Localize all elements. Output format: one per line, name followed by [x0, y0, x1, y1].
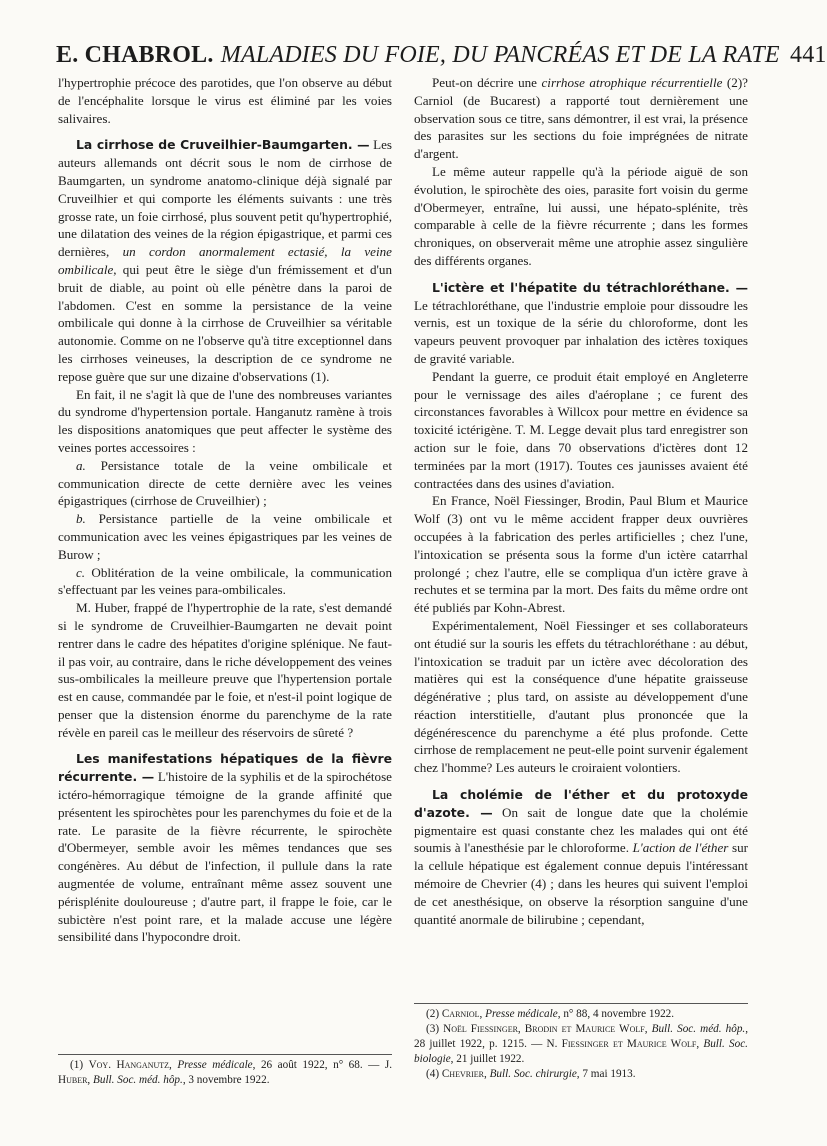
text-span: , 28 juillet 1922, p. 1215. — N. [414, 1023, 749, 1050]
right-column [414, 74, 748, 928]
left-column [58, 74, 392, 946]
journal-name: Bull. Soc. biologie [414, 1038, 748, 1065]
paragraph-parotides: l'hypertrophie précoce des parotides, que l'on observe au début de l'encéphalite lorsque le virus est éliminé par les voies salivaires. [58, 75, 392, 126]
list-marker: b. [76, 511, 86, 527]
page-number: 441 [790, 42, 827, 68]
text-span: , n° 88, 4 novembre 1922. [557, 1008, 675, 1020]
author-name: Carniol [441, 1008, 480, 1020]
author-name: Chevrier [441, 1068, 484, 1080]
header-author: E. CHABROL. [56, 42, 214, 68]
section-heading-cholemie: La cholémie de l'éther et du protoxyde d'azote. — [414, 787, 748, 820]
text-span: L'histoire de la syphilis et de la spirochétose ictéro-hémorragique témoigne de la grande affinité que présentent les spirochètes pour les parenchymes du foie et de la rate. Le parasite de la fièvre récurrente, le spirochète d'Obermeyer, semble avoir les mêmes tendances que ses congénères. Au début de l'infection, il pullule dans la rate augmentée de volume, entraînant même assez souvent une périsplénite douloureuse ; d'autre part, il frappe le foie, car le subictère n'est point rare, et la malade accuse une légère sensibilité dans l'hypocondre droit. [58, 769, 392, 945]
text-span: (1) [70, 1059, 89, 1071]
list-item-c [58, 564, 392, 600]
footnote-3 [414, 1022, 748, 1067]
text-span: , 26 août 1922, n° 68. — J. [252, 1059, 393, 1071]
section-heading-fievre-recurrente: Les manifestations hépatiques de la fièvre récurrente. — [58, 751, 392, 785]
italic-span: cirrhose atrophique récurrentielle [541, 75, 723, 90]
paragraph-cruveilhier [58, 136, 392, 385]
list-marker: a. [76, 457, 86, 473]
journal-name: Presse médicale [177, 1059, 253, 1071]
footnote-4 [414, 1067, 748, 1082]
author-name: Fiessinger et Maurice Wolf [561, 1038, 697, 1050]
paragraph-spirochete-oies: Le même auteur rappelle qu'à la période aiguë de son évolution, le spirochète des oies, parasite fort voisin du germe d'Obermeyer, entraîne, lui aussi, une hépato-splénite, très comparable à celle de la fièvre récurrente ; dans les formes chroniques, on observerait même une atrophie assez singulière des différents organes. [414, 163, 748, 268]
footnotes-left [58, 1058, 392, 1088]
text-span: Les auteurs allemands ont décrit sous le nom de cirrhose de Baumgarten, un syndrome anatomo-clinique déjà signalé par Cruveilhier et qui comporte les éléments suivants : une très grosse rate, un foie cirrhosé, plus souvent petit qu'hypertrophié, une dilatation des veines de la région épigastrique, et parmi ces dernières, [58, 137, 392, 260]
paragraph-cholemie [414, 786, 748, 928]
text-span: , [696, 1038, 704, 1050]
text-span: , qui peut être le siège d'un frémissement et d'un bruit de diable, au point où elle pénètre dans la paroi de l'abdomen. C'est en somme la persistance de la veine ombilicale qui donne à la cirrhose de Cruveilhier sa véritable autonomie. Comme on ne l'observe qu'à titre exceptionnel dans les cirrhoses veineuses, la description de ce syndrome ne repose guère que sur une dizaine d'observations (1). [58, 261, 392, 384]
text-span: , [479, 1008, 486, 1020]
header-title: MALADIES DU FOIE, DU PANCRÉAS ET DE LA RATE [220, 42, 780, 68]
text-span: Peut-on décrire une [432, 75, 542, 90]
paragraph-guerre: Pendant la guerre, ce produit était employé en Angleterre pour le vernissage des ailes d'aéroplane ; ce furent des circonstances favorables à Willcox pour mettre en évidence sa toxicité ictérigène. T. M. Legge devait plus tard enregistrer son action sur le foie, dans 70 observations d'ictères dont 12 terminées par la mort (1917). Toutes ces jaunisses avaient été contractées dans des usines d'aviation. [414, 368, 748, 491]
paragraph-tetrachlorethane [414, 279, 748, 368]
text-span: , [483, 1068, 490, 1080]
journal-name: Bull. Soc. méd. hôp. [93, 1074, 183, 1086]
text-span: On sait de longue date que la cholémie pigmentaire est quasi constante chez les malades qui ont été soumis à l'anesthésie par le chloroforme. [414, 804, 748, 856]
italic-span: L'action de l'éther [632, 840, 729, 856]
list-item-b [58, 510, 392, 563]
text-span: , 21 juillet 1922. [450, 1053, 525, 1065]
running-header [56, 38, 827, 72]
author-name: Voy. Hanganutz [88, 1059, 170, 1071]
italic-span: un cordon anormalement ectasié, la veine ombilicale [58, 244, 392, 277]
section-heading-tetrachlorethane: L'ictère et l'hépatite du tétrachloréthane. — [432, 279, 748, 295]
text-span: Persistance partielle de la veine ombilicale et communication avec les veines épigastriques par les veines de Burow ; [58, 511, 392, 562]
text-span: , 7 mai 1913. [576, 1068, 636, 1080]
journal-name: Bull. Soc. méd. hôp. [651, 1023, 746, 1035]
text-span: (4) [426, 1068, 442, 1080]
footnotes-right [414, 1007, 748, 1082]
footnote-2 [414, 1007, 748, 1022]
text-span: Oblitération de la veine ombilicale, la communication s'effectuant par les veines para-ombilicales. [58, 564, 392, 598]
text-span: (2) [426, 1008, 442, 1020]
author-name: Noël Fiessinger, Brodin et Maurice Wolf [443, 1023, 645, 1035]
paragraph-hanganutz: En fait, il ne s'agit là que de l'une des nombreuses variantes du syndrome d'hypertension portale. Hanganutz ramène à trois les dispositions anatomiques que peut affecter le système des veines portes accessoires : [58, 386, 392, 455]
author-name: Huber [58, 1074, 88, 1086]
text-span: (3) [426, 1023, 444, 1035]
paragraph-carniol [414, 74, 748, 163]
footnote-1 [58, 1058, 392, 1088]
section-heading-cruveilhier: La cirrhose de Cruveilhier-Baumgarten. — [76, 137, 370, 153]
journal-name: Bull. Soc. chirurgie [489, 1068, 577, 1080]
text-span: , [169, 1059, 178, 1071]
footnote-separator-left [58, 1054, 392, 1055]
text-span: , 3 novembre 1922. [182, 1074, 270, 1086]
list-item-a [58, 457, 392, 510]
text-span: , [644, 1023, 652, 1035]
text-span: Le tétrachloréthane, que l'industrie emploie pour dissoudre les vernis, est un toxique de la série du chloroforme, dont les vapeurs peuvent provoquer par inhalation des ictères toxiques de gravité variable. [414, 297, 748, 366]
list-marker: c. [76, 564, 86, 580]
paragraph-france: En France, Noël Fiessinger, Brodin, Paul Blum et Maurice Wolf (3) ont vu le même accident frapper deux ouvrières occupées à la fabrication des perles artificielles ; chez l'une, l'intoxication se présenta sous la forme d'un ictère catarrhal prolongé ; chez l'autre, elle se compliqua d'un ictère grave à rechutes et se termina par la mort. Des faits du même ordre ont été publiés par Kohn-Abrest. [414, 493, 748, 616]
paragraph-experimental: Expérimentalement, Noël Fiessinger et ses collaborateurs ont étudié sur la souris les effets du tétrachloréthane : au début, l'intoxication se traduit par un ictère avec décoloration des matières qui est la conséquence d'une hépatite graisseuse dégénérative ; plus tard, on assiste au développement d'une réaction interstitielle, d'autant plus prononcée que la dégénérescence du parenchyme a été plus profonde. Cette cirrhose de remplacement ne peut-elle point survenir également chez l'homme? Les auteurs le croiraient volontiers. [414, 617, 748, 776]
journal-name: Presse médicale [485, 1008, 558, 1020]
text-span: Persistance totale de la veine ombilicale et communication directe de cette dernière avec les veines épigastriques (cirrhose de Cruveilhier) ; [58, 457, 392, 509]
text-span: , [87, 1074, 94, 1086]
paragraph-fievre-recurrente [58, 750, 392, 946]
text-span: sur la cellule hépatique est également connue depuis l'intéressant mémoire de Chevrier (4) ; dans les heures qui suivent l'emploi de cet anesthésique, on observe la résorption sanguine d'une quantité anormale de bilirubine ; cependant, [414, 840, 748, 927]
text-span: (2)? Carniol (de Bucarest) a rapporté tout dernièrement une observation sous ce titre, sans démontrer, il est vrai, la présence des parasites sur les sections du foie imprégnées de nitrate d'argent. [414, 75, 748, 162]
paragraph-huber: M. Huber, frappé de l'hypertrophie de la rate, s'est demandé si le syndrome de Cruveilhier-Baumgarten ne devait point rentrer dans le cadre des hépatites d'origine splénique. Ne faut-il pas voir, au contraire, dans le riche développement des veines sus-ombilicales la meilleure preuve que l'hypertension portale est en cause, commandée par le foie, et n'est-il point logique de penser que la distension énorme du parenchyme de la rate révèle en pareil cas le meilleur des réservoirs de sûreté ? [58, 600, 392, 740]
footnote-separator-right [414, 1003, 748, 1004]
